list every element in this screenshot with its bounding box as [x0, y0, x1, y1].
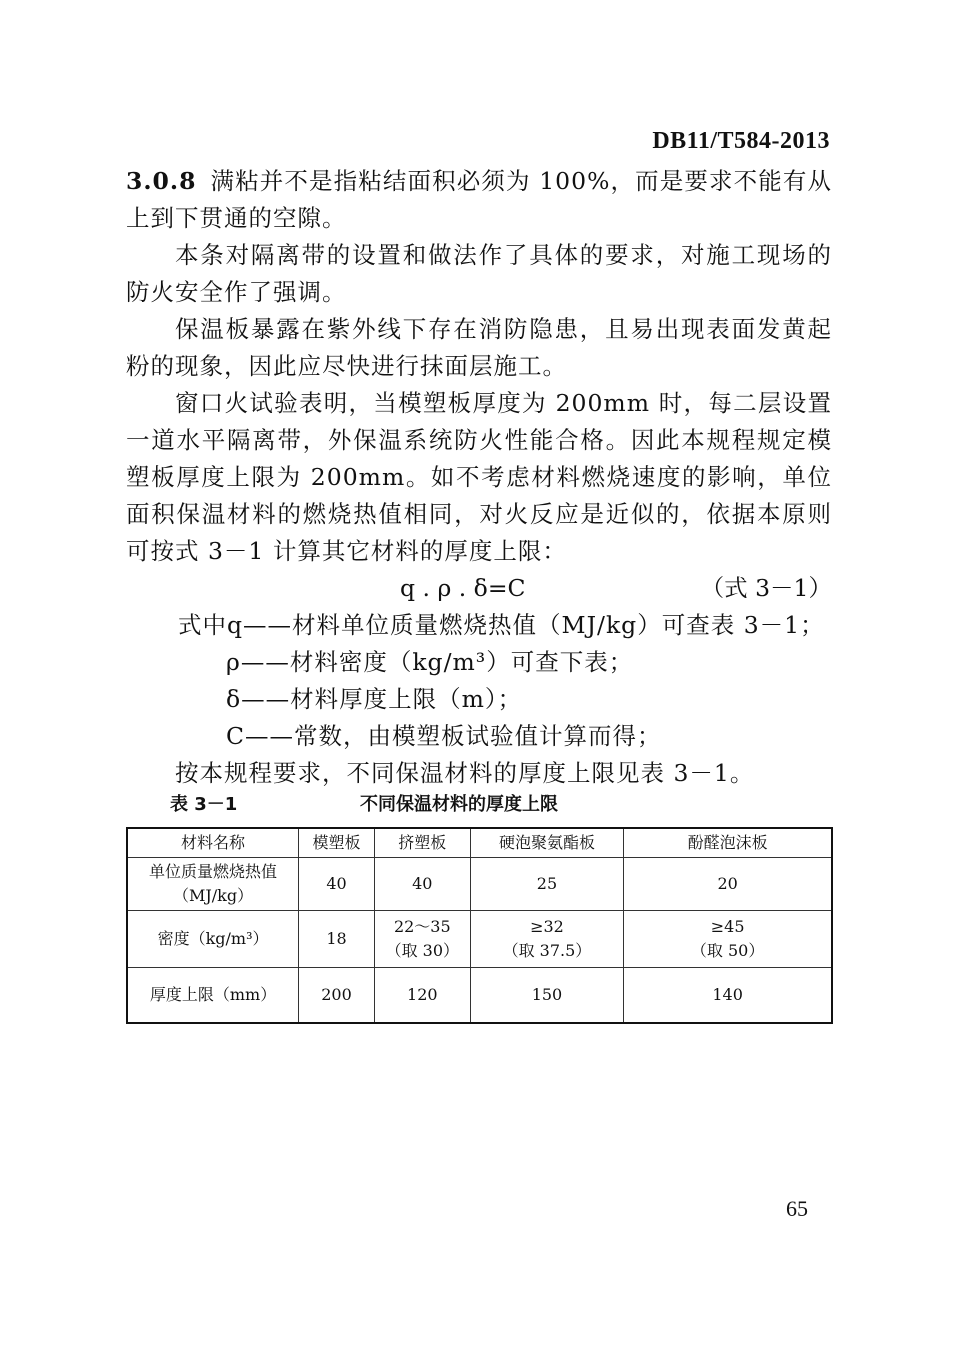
table-cell [374, 911, 470, 968]
row-label-cell [127, 858, 299, 911]
table-cell: 120 [374, 968, 470, 1024]
table-cell: 20 [624, 858, 832, 911]
definition-c: C——常数，由模塑板试验值计算而得； [226, 722, 662, 750]
table-number: 表 3－1 [170, 794, 238, 815]
table-cell: 150 [470, 968, 624, 1024]
cell-note: （取 50） [690, 941, 765, 960]
paragraph: 窗口火试验表明，当模塑板厚度为 200mm 时，每二层设置一道水平隔离带，外保温系统防火性能合格。因此本规程规定模塑板厚度上限为 200mm。如不考虑材料燃烧速度的影响，单位面积保温材料的燃烧热值相同，对火反应是近似的，依据本原则可按式 3－1 计算其它材料的厚度上限： [126, 389, 832, 565]
table-cell: 40 [299, 858, 375, 911]
formula-number: （式 3－1） [700, 574, 832, 602]
definition-q: 式中q——材料单位质量燃烧热值（MJ/kg）可查表 3－1； [178, 611, 825, 639]
document-code: DB11/T584-2013 [652, 128, 830, 154]
definition-delta: δ——材料厚度上限（m）； [226, 685, 523, 713]
header-cell: 酚醛泡沫板 [624, 828, 832, 858]
body-text [126, 163, 832, 792]
cell-range: 22～35 [393, 917, 451, 936]
table-row [127, 911, 832, 968]
row-label-unit: （MJ/kg） [172, 886, 254, 905]
table-cell: 200 [299, 968, 375, 1024]
header-cell: 材料名称 [127, 828, 299, 858]
table-row [127, 968, 832, 1024]
paragraph: 保温板暴露在紫外线下存在消防隐患，且易出现表面发黄起粉的现象，因此应尽快进行抹面层施工。 [126, 315, 832, 380]
cell-note: （取 30） [385, 941, 460, 960]
page-number: 65 [786, 1196, 808, 1221]
cell-range: ≥45 [710, 917, 745, 936]
row-label-cell: 厚度上限（mm） [127, 968, 299, 1024]
table-header-row [127, 828, 832, 858]
table-cell [470, 911, 624, 968]
row-label-cell: 密度（kg/m³） [127, 911, 299, 968]
table-cell: 140 [624, 968, 832, 1024]
paragraph: 本条对隔离带的设置和做法作了具体的要求，对施工现场的防火安全作了强调。 [126, 241, 832, 306]
table-row [127, 858, 832, 911]
thickness-limit-table [126, 827, 833, 1024]
section-number: 3.0.8 [126, 167, 197, 195]
table-cell: 18 [299, 911, 375, 968]
paragraph-text: 满粘并不是指粘结面积必须为 100%，而是要求不能有从上到下贯通的空隙。 [126, 167, 832, 232]
definition-rho: ρ——材料密度（kg/m³）可查下表； [226, 648, 634, 676]
header-cell: 模塑板 [299, 828, 375, 858]
row-label-line: 单位质量燃烧热值 [149, 862, 278, 881]
table-cell [624, 911, 832, 968]
paragraph: 按本规程要求，不同保温材料的厚度上限见表 3－1。 [175, 759, 755, 787]
table-title: 不同保温材料的厚度上限 [360, 794, 558, 815]
formula: q . ρ . δ=C [400, 574, 526, 602]
cell-note: （取 37.5） [502, 941, 592, 960]
table-cell: 40 [374, 858, 470, 911]
table-cell: 25 [470, 858, 624, 911]
header-cell: 硬泡聚氨酯板 [470, 828, 624, 858]
formula-line [126, 570, 832, 607]
header-cell: 挤塑板 [374, 828, 470, 858]
paragraph-3-0-8 [126, 163, 832, 237]
cell-range: ≥32 [530, 917, 564, 936]
